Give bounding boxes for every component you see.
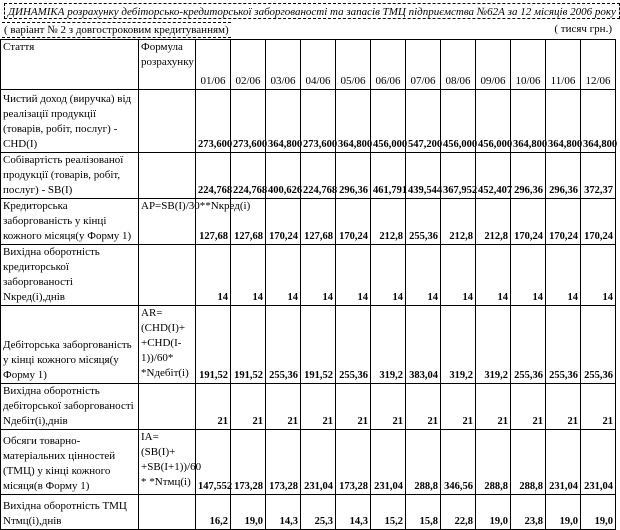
header-month: 05/06 [336, 40, 371, 90]
row-value: 456,000 [476, 90, 511, 153]
row-formula: AR=(CHD(I)+ +CHD(I-1))/60* *Nдебіт(і) [139, 306, 196, 384]
row-value: 296,36 [546, 153, 581, 199]
row-value: 212,8 [476, 199, 511, 245]
header-month: 01/06 [196, 40, 231, 90]
row-value: 439,544 [406, 153, 441, 199]
report-subtitle-area [0, 22, 615, 38]
row-value: 21 [266, 384, 301, 430]
row-value: 170,24 [511, 199, 546, 245]
row-formula [139, 495, 196, 530]
row-value: 15,8 [406, 495, 441, 530]
row-value: 364,800 [546, 90, 581, 153]
row-value: 255,36 [511, 306, 546, 384]
table-row [1, 90, 616, 153]
row-value: 170,24 [266, 199, 301, 245]
row-value: 21 [301, 384, 336, 430]
row-formula [139, 245, 196, 306]
row-value: 21 [371, 384, 406, 430]
row-value: 364,800 [581, 90, 616, 153]
row-value: 319,2 [441, 306, 476, 384]
header-row [1, 40, 616, 90]
row-value: 456,000 [371, 90, 406, 153]
row-value: 19,0 [231, 495, 266, 530]
row-value: 400,626 [266, 153, 301, 199]
row-value: 273,600 [231, 90, 266, 153]
row-value: 231,04 [581, 430, 616, 495]
table-row [1, 384, 616, 430]
row-value: 14 [406, 245, 441, 306]
row-value: 173,28 [266, 430, 301, 495]
row-value: 21 [231, 384, 266, 430]
row-value: 372,37 [581, 153, 616, 199]
row-value: 21 [441, 384, 476, 430]
row-value: 170,24 [581, 199, 616, 245]
row-label: Обсяги товарно-матеріальних цінностей (ТМЦ) у кінці кожного місяця(в Форму 1) [1, 430, 139, 495]
header-month: 08/06 [441, 40, 476, 90]
row-value: 288,8 [511, 430, 546, 495]
row-value: 273,600 [301, 90, 336, 153]
row-value: 14,3 [336, 495, 371, 530]
header-month: 03/06 [266, 40, 301, 90]
row-label: Дебіторська заборгованість у кінці кожного місяця(у Форму 1) [1, 306, 139, 384]
row-value: 288,8 [406, 430, 441, 495]
row-value: 452,407 [476, 153, 511, 199]
row-value: 147,552 [196, 430, 231, 495]
row-value: 224,768 [231, 153, 266, 199]
row-value: 173,28 [231, 430, 266, 495]
row-value: 25,3 [301, 495, 336, 530]
row-value: 14 [196, 245, 231, 306]
row-value: 461,791 [371, 153, 406, 199]
row-value: 173,28 [336, 430, 371, 495]
row-value: 383,04 [406, 306, 441, 384]
table-row [1, 199, 616, 245]
row-value: 456,000 [441, 90, 476, 153]
row-value: 319,2 [476, 306, 511, 384]
row-value: 14 [441, 245, 476, 306]
row-value: 21 [336, 384, 371, 430]
row-value: 231,04 [546, 430, 581, 495]
row-value: 296,36 [336, 153, 371, 199]
variant-note: ( варіант № 2 з довгостроковим кредитуванням) [4, 24, 229, 36]
header-month: 06/06 [371, 40, 406, 90]
row-value: 14 [231, 245, 266, 306]
row-value: 127,68 [301, 199, 336, 245]
row-value: 191,52 [231, 306, 266, 384]
row-value: 16,2 [196, 495, 231, 530]
unit-note: ( тисяч грн.) [554, 23, 612, 35]
row-value: 319,2 [371, 306, 406, 384]
header-month: 02/06 [231, 40, 266, 90]
row-formula [139, 153, 196, 199]
row-value: 231,04 [301, 430, 336, 495]
table-row [1, 430, 616, 495]
row-value: 255,36 [266, 306, 301, 384]
header-month: 04/06 [301, 40, 336, 90]
row-value: 21 [406, 384, 441, 430]
header-month: 11/06 [546, 40, 581, 90]
row-value: 547,200 [406, 90, 441, 153]
row-value: 21 [476, 384, 511, 430]
row-value: 19,0 [476, 495, 511, 530]
dynamics-table [0, 39, 616, 530]
row-value: 273,600 [196, 90, 231, 153]
row-formula: AP=SB(I)/30**Nкред(і) [139, 199, 196, 245]
header-article: Стаття [1, 40, 139, 90]
table-row [1, 245, 616, 306]
row-value: 346,56 [441, 430, 476, 495]
row-formula [139, 384, 196, 430]
row-value: 19,0 [546, 495, 581, 530]
row-value: 231,04 [371, 430, 406, 495]
row-value: 170,24 [336, 199, 371, 245]
row-label: Собівартість реалізованої продукції (товарів, робіт, послуг) - SB(I) [1, 153, 139, 199]
header-month: 07/06 [406, 40, 441, 90]
row-label: Вихідна оборотність ТМЦ Nтмц(і),днів [1, 495, 139, 530]
row-value: 224,768 [196, 153, 231, 199]
report-title: ДИНАМІКА розрахунку дебіторсько-кредиторської заборгованості та запасів ТМЦ підприємства №62А за 12 місяців 2006 року [4, 3, 620, 19]
row-value: 367,952 [441, 153, 476, 199]
row-value: 224,768 [301, 153, 336, 199]
row-value: 21 [196, 384, 231, 430]
row-value: 191,52 [196, 306, 231, 384]
row-value: 14 [511, 245, 546, 306]
row-formula [139, 90, 196, 153]
row-value: 23,8 [511, 495, 546, 530]
row-value: 364,800 [336, 90, 371, 153]
row-value: 127,68 [196, 199, 231, 245]
row-value: 255,36 [336, 306, 371, 384]
table-row [1, 153, 616, 199]
row-value: 21 [546, 384, 581, 430]
row-value: 14 [301, 245, 336, 306]
row-value: 364,800 [266, 90, 301, 153]
table-row [1, 306, 616, 384]
row-value: 296,36 [511, 153, 546, 199]
row-value: 255,36 [546, 306, 581, 384]
table-row [1, 495, 616, 530]
row-value: 14 [581, 245, 616, 306]
row-value: 212,8 [371, 199, 406, 245]
row-value: 14,3 [266, 495, 301, 530]
header-month: 09/06 [476, 40, 511, 90]
row-value: 127,68 [231, 199, 266, 245]
row-value: 14 [336, 245, 371, 306]
row-value: 288,8 [476, 430, 511, 495]
row-formula: IA=(SB(I)+ +SB(I+1))/60 * *Nтмц(і) [139, 430, 196, 495]
row-value: 170,24 [546, 199, 581, 245]
header-month: 12/06 [581, 40, 616, 90]
row-value: 15,2 [371, 495, 406, 530]
row-value: 22,8 [441, 495, 476, 530]
row-value: 21 [511, 384, 546, 430]
row-value: 364,800 [511, 90, 546, 153]
row-value: 212,8 [441, 199, 476, 245]
row-label: Кредиторська заборгованість у кінці кожного місяця(у Форму 1) [1, 199, 139, 245]
row-value: 255,36 [581, 306, 616, 384]
row-value: 14 [476, 245, 511, 306]
row-value: 14 [546, 245, 581, 306]
row-label: Чистий доход (виручка) від реалізації продукції (товарів, робіт, послуг) - CHD(I) [1, 90, 139, 153]
header-month: 10/06 [511, 40, 546, 90]
row-value: 14 [266, 245, 301, 306]
header-formula: Формула розрахунку [139, 40, 196, 90]
row-value: 14 [371, 245, 406, 306]
report-title-area [0, 3, 615, 20]
row-value: 21 [581, 384, 616, 430]
row-value: 255,36 [406, 199, 441, 245]
row-value: 19,0 [581, 495, 616, 530]
row-value: 191,52 [301, 306, 336, 384]
row-label: Вихідна оборотність кредиторської заборгованості Nкред(і),днів [1, 245, 139, 306]
row-label: Вихідна оборотність дебіторської заборгованості Nдебіт(і),днів [1, 384, 139, 430]
